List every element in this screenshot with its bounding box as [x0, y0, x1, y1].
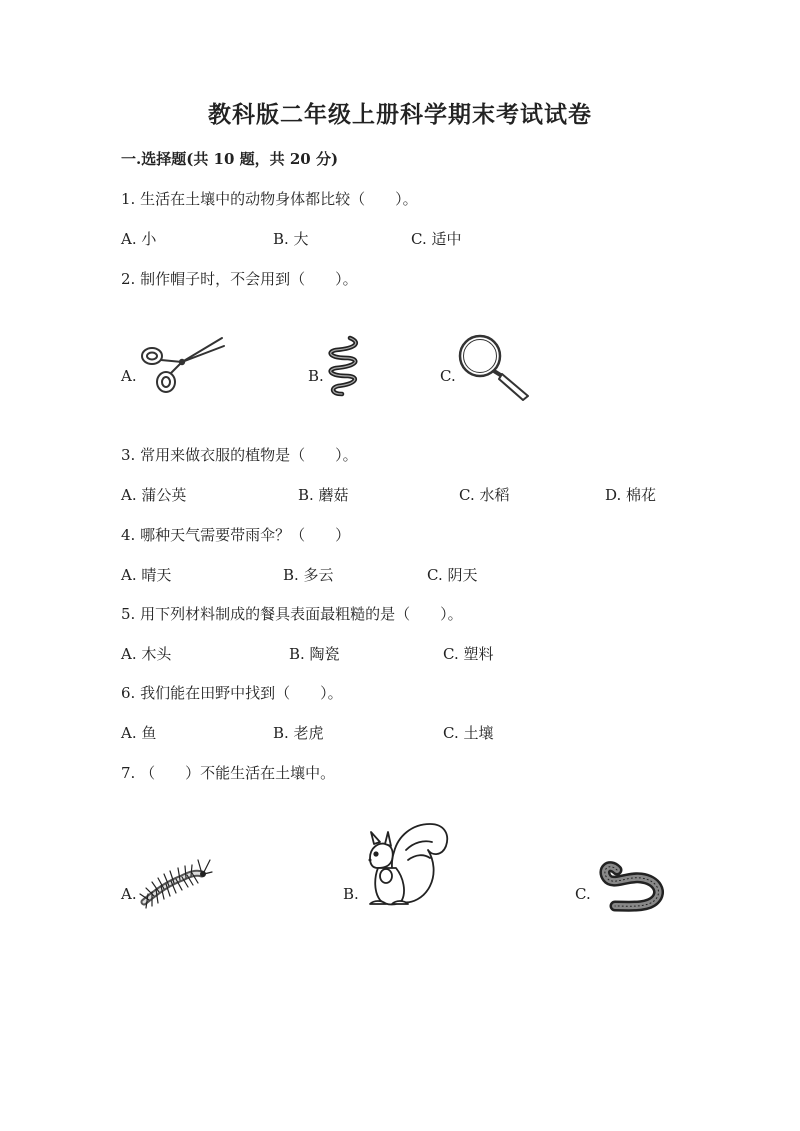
question-1: 1. 生活在土壤中的动物身体都比较（ ）。 [121, 190, 418, 208]
spring-icon [326, 334, 360, 398]
q2-option-b[interactable]: B. [308, 367, 324, 385]
q1-option-b[interactable]: B. 大 [273, 230, 309, 248]
earthworm-icon [599, 856, 669, 916]
q7-option-b[interactable]: B. [343, 885, 359, 903]
page-title: 教科版二年级上册科学期末考试试卷 [208, 101, 592, 128]
q4-option-a[interactable]: A. 晴天 [121, 566, 172, 584]
question-2: 2. 制作帽子时，不会用到（ ）。 [121, 270, 358, 288]
q1-option-a[interactable]: A. 小 [121, 230, 157, 248]
question-3: 3. 常用来做衣服的植物是（ ）。 [121, 446, 358, 464]
q5-option-c[interactable]: C. 塑料 [443, 645, 494, 663]
squirrel-icon [358, 820, 450, 914]
question-5: 5. 用下列材料制成的餐具表面最粗糙的是（ ）。 [121, 605, 463, 623]
magnifier-icon [456, 332, 536, 402]
question-4: 4. 哪种天气需要带雨伞？（ ） [121, 526, 351, 544]
q5-option-a[interactable]: A. 木头 [121, 645, 172, 663]
q6-option-b[interactable]: B. 老虎 [273, 724, 324, 742]
q6-option-a[interactable]: A. 鱼 [121, 724, 157, 742]
q7-option-a[interactable]: A. [121, 885, 137, 903]
q1-option-c[interactable]: C. 适中 [411, 230, 462, 248]
q7-option-c[interactable]: C. [575, 885, 591, 903]
q3-option-b[interactable]: B. 蘑菇 [298, 486, 349, 504]
q6-option-c[interactable]: C. 土壤 [443, 724, 494, 742]
question-6: 6. 我们能在田野中找到（ ）。 [121, 684, 343, 702]
q2-option-c[interactable]: C. [440, 367, 456, 385]
question-7: 7. （ ）不能生活在土壤中。 [121, 764, 336, 782]
scissors-icon [138, 332, 228, 398]
q3-option-c[interactable]: C. 水稻 [459, 486, 510, 504]
q5-option-b[interactable]: B. 陶瓷 [289, 645, 340, 663]
q4-option-b[interactable]: B. 多云 [283, 566, 334, 584]
q2-option-a[interactable]: A. [121, 367, 137, 385]
q3-option-d[interactable]: D. 棉花 [605, 486, 657, 504]
q3-option-a[interactable]: A. 蒲公英 [121, 486, 187, 504]
q4-option-c[interactable]: C. 阴天 [427, 566, 478, 584]
centipede-icon [136, 854, 216, 910]
section-heading: 一.选择题(共 10 题，共 20 分) [121, 150, 339, 168]
